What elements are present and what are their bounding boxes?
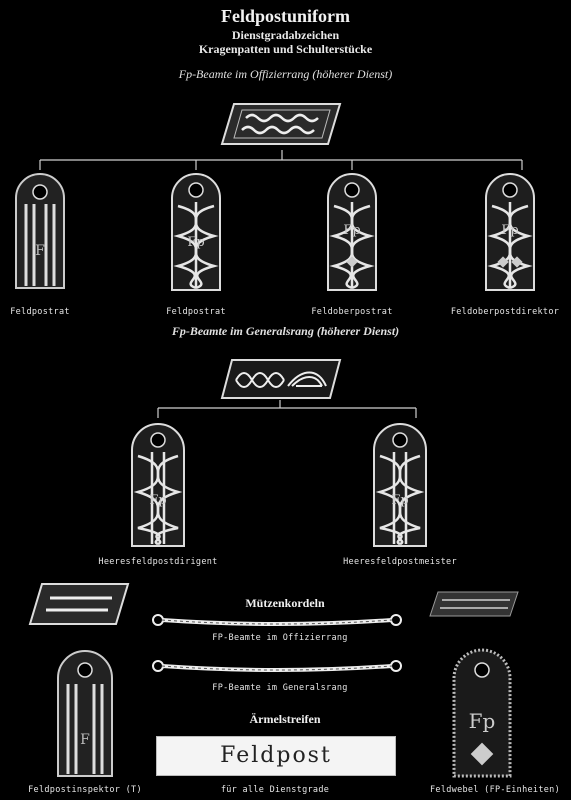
caption-cord-general: FP-Beamte im Generalsrang <box>212 683 348 693</box>
svg-text:Fp: Fp <box>501 223 519 238</box>
subtitle-kragenpatten: Kragenpatten und Schulterstücke <box>198 42 373 56</box>
shoulder-board-feldoberpostrat <box>324 170 380 296</box>
shoulder-board-feldoberpostdirektor <box>482 170 538 296</box>
shoulder-board-feldpostrat-2 <box>168 170 224 296</box>
collar-patch-general <box>222 358 342 402</box>
caption-cord-officer: FP-Beamte im Offizierrang <box>212 633 348 643</box>
sleeve-heading: Ärmelstreifen <box>249 712 321 726</box>
section-general-label: Fp-Beamte im Generalsrang (höherer Dienst) <box>171 324 400 338</box>
caption-heeresfeldpostmeister: Heeresfeldpostmeister <box>343 557 457 567</box>
svg-text:F: F <box>80 732 90 748</box>
caption-feldoberpostdirektor: Feldoberpostdirektor <box>450 307 560 317</box>
svg-text:Fp: Fp <box>391 493 409 508</box>
sleeve-band: Feldpost <box>156 736 396 776</box>
caption-feldpostrat-2: Feldpostrat <box>166 307 226 317</box>
shoulder-board-feldpostinspektor <box>54 648 116 780</box>
section-officer-label: Fp-Beamte im Offizierrang (höherer Dienst) <box>178 67 393 81</box>
cords-heading: Mützenkordeln <box>245 596 325 610</box>
subtitle-dienstgrad: Dienstgradabzeichen <box>231 28 340 42</box>
shoulder-board-feldpostrat-1 <box>12 170 68 294</box>
collar-patch-inspektor <box>30 582 130 626</box>
svg-text:Fp: Fp <box>187 235 205 250</box>
svg-text:Fp: Fp <box>343 223 361 238</box>
caption-feldpostrat-1: Feldpostrat <box>10 307 70 317</box>
cap-cord-officer <box>152 612 402 632</box>
caption-heeresfeldpostdirigent: Heeresfeldpostdirigent <box>98 557 218 567</box>
collar-patch-feldwebel <box>430 590 520 620</box>
cap-cord-general <box>152 658 402 678</box>
shoulder-board-feldwebel <box>450 648 514 780</box>
page-title: Feldpostuniform <box>220 6 350 26</box>
caption-feldwebel: Feldwebel (FP-Einheiten) <box>429 785 561 795</box>
shoulder-board-heeresfeldpostmeister <box>370 420 430 552</box>
svg-text:Fp: Fp <box>468 709 496 733</box>
shoulder-board-heeresfeldpostdirigent <box>128 420 188 552</box>
svg-text:Fp: Fp <box>149 493 167 508</box>
svg-text:F: F <box>35 243 45 259</box>
caption-feldpostinspektor: Feldpostinspektor (T) <box>28 785 142 795</box>
caption-sleeve: für alle Dienstgrade <box>220 785 330 795</box>
caption-feldoberpostrat: Feldoberpostrat <box>311 307 393 317</box>
